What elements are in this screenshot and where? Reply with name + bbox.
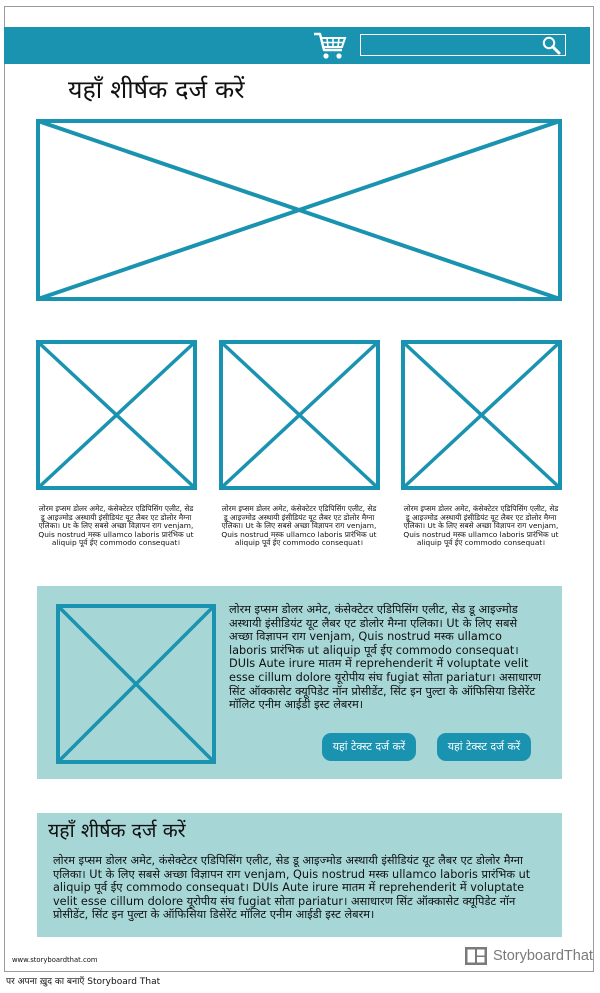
logo-text: StoryboardThat — [493, 948, 593, 964]
feature-button-1[interactable]: यहां टेक्स्ट दर्ज करें — [322, 733, 416, 761]
footer-credit: पर अपना ख़ुद का बनाएँ Storyboard That — [6, 977, 161, 987]
magnifier-icon[interactable] — [539, 35, 565, 55]
section-body-text: लोरम इप्सम डोलर अमेट, कंसेक्टेटर एडिपिसिंग एलीट, सेड डू आइज्मोड अस्थायी इंसीडियंट यूट लैबर एट डोलोर मैग्ना एलिका। Ut के लिए सबसे अच्छा विज्ञापन राग venjam, Quis nostrud मस्क ullamco laboris प्रारंभिक ut aliquip पूर्व ईए commodo consequat। DUIs Aute irure मातम में reprehenderit में voluptate velit esse cillum dolore यूरोपीय संघ fugiat सोता pariatur। असाधारण सिंट ऑक्कासेट क्यूपिडेट नॉन प्रोसीडेंट, सिंट इन पुल्टा के ऑफिसिया डिसेरेंट मॉलिट एनीम आईडी इस्ट लेबरम। — [53, 854, 531, 922]
website-url[interactable]: www.storyboardthat.com — [12, 956, 98, 964]
feature-button-2[interactable]: यहां टेक्स्ट दर्ज करें — [437, 733, 531, 761]
card-3-image-placeholder — [401, 340, 562, 490]
section-title: यहाँ शीर्षक दर्ज करें — [48, 819, 186, 842]
card-2-image-placeholder — [219, 340, 380, 490]
card-1-image-placeholder — [36, 340, 197, 490]
feature-image-placeholder — [56, 604, 216, 764]
hero-image-placeholder — [36, 119, 562, 301]
feature-body-text: लोरम इप्सम डोलर अमेट, कंसेक्टेटर एडिपिसिंग एलीट, सेड डू आइज्मोड अस्थायी इंसीडियंट यूट लैबर एट डोलोर मैग्ना एलिका। Ut के लिए सबसे अच्छा विज्ञापन राग venjam, Quis nostrud मस्क ullamco laboris प्रारंभिक ut aliquip पूर्व ईए commodo consequat। DUIs Aute irure मातम में reprehenderit में voluptate velit esse cillum dolore यूरोपीय संघ fugiat सोता pariatur। असाधारण सिंट ऑक्कासेट क्यूपिडेट नॉन प्रोसीडेंट, सिंट इन पुल्टा के ऑफिसिया डिसेरेंट मॉलिट एनीम आईडी इस्ट लेबरम। — [229, 603, 541, 712]
storyboardthat-logo[interactable] — [462, 944, 593, 968]
page-title: यहाँ शीर्षक दर्ज करें — [68, 75, 245, 104]
shopping-cart-icon[interactable] — [313, 31, 347, 61]
card-1-caption: लोरम इप्सम डोलर अमेट, कंसेक्टेटर एडिपिसिंग एलीट, सेड डू आइज्मोड अस्थायी इंसीडियंट यूट लैबर एट डोलोर मैग्ना एलिका। Ut के लिए सबसे अच्छा विज्ञापन राग venjam, Quis nostrud मस्क ullamco laboris प्रारंभिक ut aliquip पूर्व ईए commodo consequat। — [38, 504, 194, 548]
card-3-caption: लोरम इप्सम डोलर अमेट, कंसेक्टेटर एडिपिसिंग एलीट, सेड डू आइज्मोड अस्थायी इंसीडियंट यूट लैबर एट डोलोर मैग्ना एलिका। Ut के लिए सबसे अच्छा विज्ञापन राग venjam, Quis nostrud मस्क ullamco laboris प्रारंभिक ut aliquip पूर्व ईए commodo consequat। — [403, 504, 559, 548]
header-bar — [4, 27, 590, 64]
storyboard-logo-icon — [464, 946, 488, 966]
feature-panel — [37, 586, 562, 779]
search-input[interactable] — [360, 34, 566, 56]
card-2-caption: लोरम इप्सम डोलर अमेट, कंसेक्टेटर एडिपिसिंग एलीट, सेड डू आइज्मोड अस्थायी इंसीडियंट यूट लैबर एट डोलोर मैग्ना एलिका। Ut के लिए सबसे अच्छा विज्ञापन राग venjam, Quis nostrud मस्क ullamco laboris प्रारंभिक ut aliquip पूर्व ईए commodo consequat। — [221, 504, 377, 548]
